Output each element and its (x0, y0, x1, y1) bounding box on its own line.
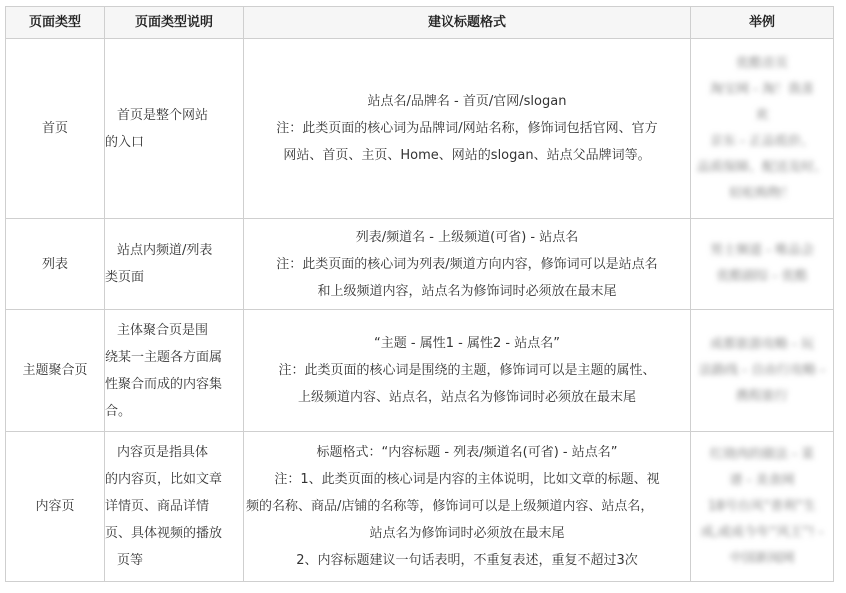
table-row (6, 39, 834, 219)
format-line: 站点名/品牌名 - 首页/官网/slogan (367, 94, 567, 109)
example-line: 男士频道 - 唯品会 (710, 243, 814, 258)
page-desc-cell (105, 432, 244, 582)
header-page-type-desc: 页面类型说明 (105, 7, 244, 39)
format-line: 注：此类页面的核心词是围绕的主题，修饰词可以是主题的属性、 (278, 363, 656, 378)
desc-line: 站点内频道/列表 (117, 243, 213, 258)
desc-line: 性聚合而成的内容集 (105, 376, 223, 392)
format-line: 频的名称、商品/店铺的名称等，修饰词可以是上级频道内容、站点名， (246, 499, 654, 514)
example-line: 携程旅行 (735, 388, 788, 404)
page-type-cell: 主题聚合页 (6, 310, 105, 432)
table-row (6, 219, 834, 310)
example-line: 品质保障、配送及时、 (696, 159, 827, 175)
desc-line: 绕某一主题各方面属 (105, 349, 223, 365)
example-line: 18号台风“普利”生 (707, 498, 816, 514)
page-type-cell: 列表 (6, 219, 105, 310)
title-format-cell (244, 310, 691, 432)
header-example: 举例 (691, 7, 834, 39)
desc-line: 合。 (105, 403, 132, 419)
table-row (6, 432, 834, 582)
example-line: 京东 - 正品低价、 (710, 133, 814, 149)
page-type-cell: 内容页 (6, 432, 105, 582)
example-line: 淘宝网 - 淘！我喜 (710, 81, 814, 97)
example-line: 欢 (755, 107, 769, 123)
example-line: 优酷剧综 - 优酷 (716, 269, 808, 284)
format-line: “主题 - 属性1 - 属性2 - 站点名” (374, 336, 560, 351)
example-cell (691, 310, 834, 432)
desc-line: 详情页、商品详情 (105, 499, 210, 514)
example-cell (691, 432, 834, 582)
desc-line: 内容页是指具体 (117, 445, 209, 460)
example-cell (691, 219, 834, 310)
format-line: 站点名为修饰词时必须放在最末尾 (369, 526, 565, 541)
page-desc-cell (105, 39, 244, 219)
example-line: 法路线 - 自由行攻略 - (699, 362, 825, 378)
desc-line: 页、具体视频的播放 (105, 526, 223, 541)
page-desc-cell (105, 219, 244, 310)
format-line: 注：此类页面的核心词为列表/频道方向内容，修饰词可以是站点名 (276, 256, 658, 272)
example-line: 谱 - 美食网 (729, 472, 795, 488)
page-type-cell: 首页 (6, 39, 105, 219)
page-desc-cell (105, 310, 244, 432)
title-format-cell (244, 39, 691, 219)
title-format-cell (244, 432, 691, 582)
example-line: 红烧肉的做法 - 菜 (710, 446, 814, 462)
format-line: 上级频道内容、站点名，站点名为修饰词时必须放在最末尾 (297, 390, 636, 405)
format-line: 2、内容标题建议一句话表明，不重复表述，重复不超过3次 (296, 553, 638, 568)
format-line: 注：此类页面的核心词为品牌词/网站名称，修饰词包括官网、官方 (276, 121, 658, 136)
example-line: 优酷首页 (735, 55, 788, 71)
example-line: 成都旅游攻略 - 玩 (710, 336, 814, 352)
title-format-cell (244, 219, 691, 310)
example-line: 成,或成今年“风王”! - (700, 524, 824, 540)
title-format-table (5, 6, 834, 582)
example-line: 中国新闻网 (729, 550, 795, 566)
desc-line: 类页面 (105, 270, 145, 285)
desc-line: 主体聚合页是围 (117, 322, 209, 338)
desc-line: 的内容页，比如文章 (105, 472, 223, 487)
header-page-type: 页面类型 (6, 7, 105, 39)
format-line: 列表/频道名 - 上级频道(可省) - 站点名 (355, 229, 579, 245)
example-cell (691, 39, 834, 219)
header-title-format: 建议标题格式 (244, 7, 691, 39)
desc-line: 的入口 (105, 134, 145, 150)
format-line: 注：1、此类页面的核心词是内容的主体说明，比如文章的标题、视 (274, 472, 660, 487)
format-line: 和上级频道内容，站点名为修饰词时必须放在最末尾 (317, 283, 617, 299)
table-row (6, 310, 834, 432)
desc-line: 首页是整个网站 (117, 107, 209, 123)
format-line: 网站、首页、主页、Home、网站的slogan、站点父品牌词等。 (283, 148, 651, 163)
header-row (6, 7, 834, 39)
example-line: 轻松购物！ (729, 185, 795, 201)
format-line: 标题格式：“内容标题 - 列表/频道名(可省) - 站点名” (316, 445, 618, 460)
desc-line: 页等 (117, 553, 144, 568)
